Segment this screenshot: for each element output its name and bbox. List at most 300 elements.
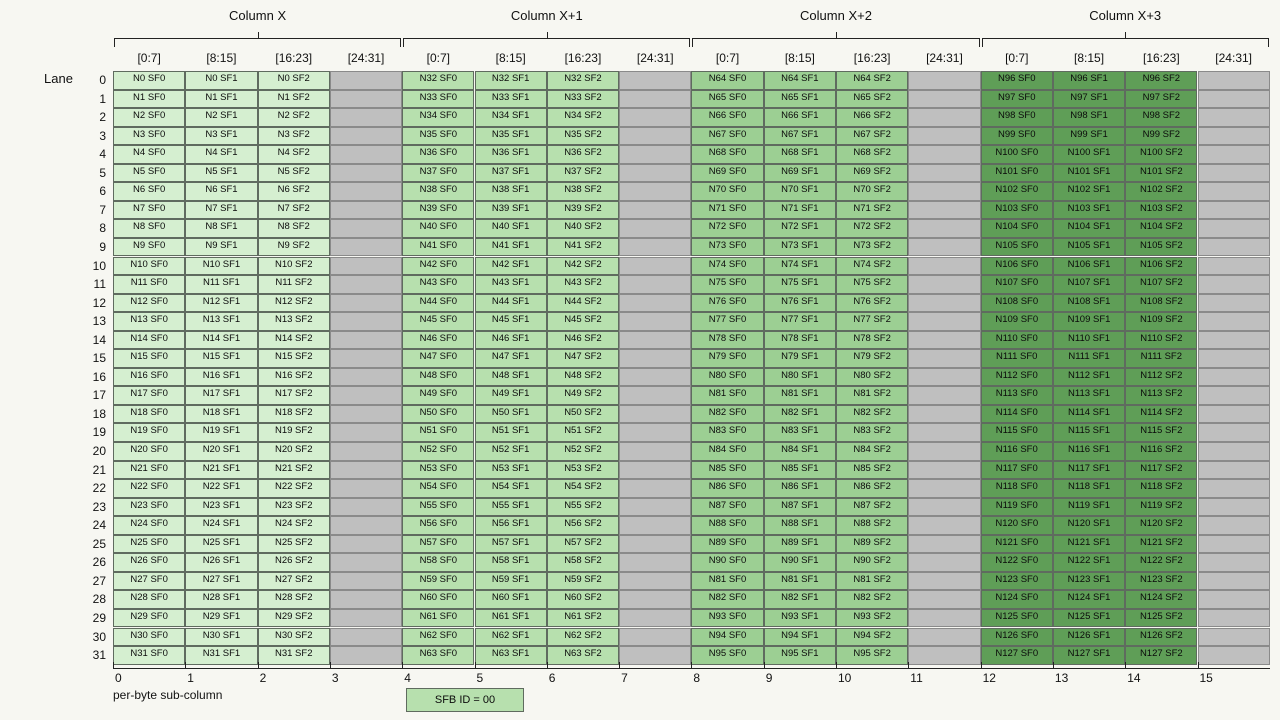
data-cell: N126 SF2 [1125,628,1197,647]
data-cell: N39 SF1 [475,201,547,220]
lane-number: 27 [92,573,106,588]
data-cell: N40 SF2 [547,219,619,238]
data-cell: N22 SF2 [258,479,330,498]
empty-cell [619,553,691,572]
data-cell: N39 SF0 [402,201,474,220]
byte-range-header: [16:23] [275,51,313,65]
data-cell: N79 SF0 [691,349,763,368]
data-cell: N126 SF1 [1053,628,1125,647]
data-cell: N14 SF0 [113,331,185,350]
data-cell: N18 SF0 [113,405,185,424]
data-cell: N94 SF0 [691,628,763,647]
data-cell: N87 SF1 [764,498,836,517]
data-cell: N62 SF1 [475,628,547,647]
data-cell: N13 SF2 [258,312,330,331]
lane-number: 31 [92,648,106,663]
lane-number: 22 [92,481,106,496]
data-cell: N44 SF2 [547,294,619,313]
lane-number: 19 [92,425,106,440]
x-axis-tick-label: 2 [259,670,267,685]
data-cell: N54 SF1 [475,479,547,498]
data-cell: N75 SF0 [691,275,763,294]
empty-cell [908,535,980,554]
data-cell: N99 SF1 [1053,127,1125,146]
data-cell: N93 SF2 [836,609,908,628]
lane-number: 28 [92,592,106,607]
data-cell: N70 SF0 [691,182,763,201]
data-cell: N25 SF1 [185,535,257,554]
data-cell: N103 SF1 [1053,201,1125,220]
data-cell: N75 SF1 [764,275,836,294]
data-cell: N95 SF2 [836,646,908,665]
empty-cell [619,646,691,665]
data-cell: N65 SF0 [691,90,763,109]
data-cell: N122 SF2 [1125,553,1197,572]
data-cell: N17 SF0 [113,386,185,405]
data-cell: N69 SF1 [764,164,836,183]
data-cell: N82 SF1 [764,590,836,609]
data-cell: N101 SF2 [1125,164,1197,183]
data-cell: N107 SF1 [1053,275,1125,294]
x-axis-tick-label: 10 [838,670,852,685]
data-cell: N82 SF1 [764,405,836,424]
data-cell: N9 SF1 [185,238,257,257]
empty-cell [619,201,691,220]
data-cell: N122 SF0 [981,553,1053,572]
data-cell: N125 SF2 [1125,609,1197,628]
empty-cell [619,331,691,350]
empty-cell [330,609,402,628]
data-cell: N27 SF1 [185,572,257,591]
data-cell: N86 SF2 [836,479,908,498]
empty-cell [1198,145,1270,164]
empty-cell [619,479,691,498]
empty-cell [1198,331,1270,350]
data-cell: N47 SF2 [547,349,619,368]
lane-number: 18 [92,406,106,421]
data-cell: N4 SF1 [185,145,257,164]
lane-number: 2 [99,110,106,125]
empty-cell [1198,90,1270,109]
empty-cell [619,609,691,628]
data-cell: N84 SF2 [836,442,908,461]
empty-cell [330,516,402,535]
empty-cell [1198,201,1270,220]
data-cell: N50 SF0 [402,405,474,424]
data-cell: N67 SF2 [836,127,908,146]
data-cell: N78 SF1 [764,331,836,350]
byte-range-header: [8:15] [1074,51,1105,65]
data-cell: N27 SF0 [113,572,185,591]
data-cell: N124 SF2 [1125,590,1197,609]
data-cell: N68 SF0 [691,145,763,164]
data-cell: N122 SF1 [1053,553,1125,572]
data-cell: N17 SF1 [185,386,257,405]
empty-cell [330,349,402,368]
lane-axis-label: Lane [44,71,73,86]
empty-cell [908,386,980,405]
data-cell: N55 SF2 [547,498,619,517]
lane-number: 16 [92,369,106,384]
x-axis-tick-label: 8 [693,670,701,685]
column-group-brace [692,38,979,47]
data-cell: N16 SF1 [185,368,257,387]
x-axis-tick-label: 1 [187,670,194,685]
data-cell: N100 SF1 [1053,145,1125,164]
data-cell: N14 SF2 [258,331,330,350]
data-cell: N63 SF2 [547,646,619,665]
data-cell: N81 SF2 [836,572,908,591]
brace-nub [258,32,259,39]
empty-cell [908,219,980,238]
data-cell: N123 SF0 [981,572,1053,591]
empty-cell [330,442,402,461]
x-axis-tick [402,662,403,668]
empty-cell [908,553,980,572]
empty-cell [908,145,980,164]
data-cell: N107 SF2 [1125,275,1197,294]
data-cell: N84 SF0 [691,442,763,461]
data-cell: N105 SF0 [981,238,1053,257]
x-axis-caption: per-byte sub-column [113,687,223,702]
empty-cell [619,628,691,647]
lane-number: 1 [99,91,106,106]
data-cell: N10 SF0 [113,257,185,276]
data-cell: N39 SF2 [547,201,619,220]
data-cell: N66 SF0 [691,108,763,127]
data-cell: N77 SF2 [836,312,908,331]
data-cell: N0 SF0 [113,71,185,90]
lane-number: 7 [99,202,106,217]
empty-cell [1198,294,1270,313]
data-cell: N56 SF0 [402,516,474,535]
data-cell: N38 SF0 [402,182,474,201]
data-cell: N96 SF1 [1053,71,1125,90]
data-cell: N8 SF0 [113,219,185,238]
data-cell: N42 SF0 [402,257,474,276]
empty-cell [619,164,691,183]
empty-cell [619,312,691,331]
empty-cell [1198,572,1270,591]
data-cell: N42 SF1 [475,257,547,276]
data-cell: N2 SF1 [185,108,257,127]
data-cell: N102 SF2 [1125,182,1197,201]
data-cell: N82 SF2 [836,590,908,609]
data-cell: N12 SF1 [185,294,257,313]
empty-cell [1198,646,1270,665]
empty-cell [908,349,980,368]
data-cell: N82 SF0 [691,590,763,609]
data-cell: N81 SF1 [764,572,836,591]
byte-range-header: [24:31] [347,51,385,65]
data-cell: N106 SF2 [1125,257,1197,276]
x-axis-tick-label: 6 [548,670,556,685]
data-cell: N77 SF1 [764,312,836,331]
empty-cell [908,127,980,146]
data-cell: N60 SF1 [475,590,547,609]
empty-cell [330,201,402,220]
data-cell: N41 SF1 [475,238,547,257]
data-cell: N54 SF0 [402,479,474,498]
byte-range-header: [0:7] [1005,51,1029,65]
empty-cell [908,423,980,442]
data-cell: N66 SF2 [836,108,908,127]
data-cell: N52 SF0 [402,442,474,461]
data-cell: N90 SF1 [764,553,836,572]
column-group-title: Column X [229,8,287,23]
data-cell: N98 SF0 [981,108,1053,127]
data-cell: N21 SF0 [113,461,185,480]
empty-cell [1198,423,1270,442]
lane-number: 17 [92,388,106,403]
data-cell: N114 SF0 [981,405,1053,424]
x-axis-tick [981,662,982,668]
empty-cell [1198,127,1270,146]
data-cell: N103 SF0 [981,201,1053,220]
column-group-brace [403,38,690,47]
data-cell: N116 SF2 [1125,442,1197,461]
data-cell: N62 SF2 [547,628,619,647]
data-cell: N28 SF1 [185,590,257,609]
data-cell: N104 SF0 [981,219,1053,238]
empty-cell [908,238,980,257]
data-cell: N72 SF2 [836,219,908,238]
data-cell: N80 SF0 [691,368,763,387]
data-cell: N60 SF2 [547,590,619,609]
data-cell: N44 SF1 [475,294,547,313]
data-cell: N76 SF0 [691,294,763,313]
data-cell: N113 SF0 [981,386,1053,405]
x-axis-tick [1053,662,1054,668]
data-cell: N102 SF1 [1053,182,1125,201]
empty-cell [908,90,980,109]
data-cell: N26 SF0 [113,553,185,572]
data-cell: N118 SF2 [1125,479,1197,498]
empty-cell [330,145,402,164]
data-cell: N109 SF2 [1125,312,1197,331]
data-cell: N6 SF0 [113,182,185,201]
data-cell: N108 SF1 [1053,294,1125,313]
data-cell: N101 SF0 [981,164,1053,183]
data-cell: N72 SF0 [691,219,763,238]
data-cell: N117 SF2 [1125,461,1197,480]
empty-cell [619,442,691,461]
data-cell: N24 SF0 [113,516,185,535]
data-cell: N88 SF2 [836,516,908,535]
data-cell: N45 SF0 [402,312,474,331]
data-cell: N96 SF0 [981,71,1053,90]
data-cell: N43 SF1 [475,275,547,294]
data-cell: N81 SF0 [691,572,763,591]
empty-cell [619,498,691,517]
data-cell: N43 SF0 [402,275,474,294]
data-cell: N23 SF2 [258,498,330,517]
empty-cell [619,349,691,368]
data-cell: N81 SF0 [691,386,763,405]
data-cell: N62 SF0 [402,628,474,647]
data-cell: N108 SF2 [1125,294,1197,313]
data-cell: N8 SF2 [258,219,330,238]
empty-cell [908,479,980,498]
data-cell: N90 SF2 [836,553,908,572]
data-cell: N70 SF2 [836,182,908,201]
data-cell: N58 SF0 [402,553,474,572]
data-cell: N93 SF0 [691,609,763,628]
x-axis-tick [619,662,620,668]
data-cell: N15 SF1 [185,349,257,368]
data-cell: N6 SF2 [258,182,330,201]
data-cell: N11 SF2 [258,275,330,294]
data-cell: N89 SF2 [836,535,908,554]
x-axis-tick [764,662,765,668]
data-cell: N120 SF0 [981,516,1053,535]
data-cell: N110 SF0 [981,331,1053,350]
data-cell: N28 SF2 [258,590,330,609]
data-cell: N29 SF1 [185,609,257,628]
lane-number: 11 [93,277,106,292]
lane-number: 5 [99,165,106,180]
data-cell: N17 SF2 [258,386,330,405]
data-cell: N94 SF1 [764,628,836,647]
empty-cell [619,423,691,442]
data-cell: N85 SF0 [691,461,763,480]
data-cell: N19 SF1 [185,423,257,442]
data-cell: N64 SF0 [691,71,763,90]
empty-cell [330,294,402,313]
data-cell: N114 SF2 [1125,405,1197,424]
empty-cell [908,331,980,350]
data-cell: N38 SF1 [475,182,547,201]
data-cell: N7 SF1 [185,201,257,220]
data-cell: N96 SF2 [1125,71,1197,90]
data-cell: N89 SF1 [764,535,836,554]
empty-cell [619,405,691,424]
data-cell: N125 SF0 [981,609,1053,628]
brace-nub [836,32,837,39]
data-cell: N83 SF0 [691,423,763,442]
data-cell: N23 SF1 [185,498,257,517]
empty-cell [330,71,402,90]
x-axis-tick [330,662,331,668]
data-cell: N34 SF2 [547,108,619,127]
empty-cell [1198,628,1270,647]
data-cell: N37 SF0 [402,164,474,183]
data-cell: N110 SF2 [1125,331,1197,350]
empty-cell [1198,590,1270,609]
data-cell: N49 SF2 [547,386,619,405]
data-cell: N27 SF2 [258,572,330,591]
empty-cell [1198,312,1270,331]
data-cell: N31 SF0 [113,646,185,665]
data-cell: N81 SF1 [764,386,836,405]
data-cell: N34 SF1 [475,108,547,127]
data-cell: N114 SF1 [1053,405,1125,424]
empty-cell [330,590,402,609]
empty-cell [908,442,980,461]
data-cell: N30 SF2 [258,628,330,647]
column-group-brace [114,38,401,47]
lane-number: 30 [92,629,106,644]
empty-cell [908,461,980,480]
data-cell: N74 SF0 [691,257,763,276]
data-cell: N102 SF0 [981,182,1053,201]
data-cell: N100 SF0 [981,145,1053,164]
data-cell: N110 SF1 [1053,331,1125,350]
data-cell: N20 SF1 [185,442,257,461]
data-cell: N13 SF0 [113,312,185,331]
data-cell: N68 SF2 [836,145,908,164]
data-cell: N104 SF2 [1125,219,1197,238]
empty-cell [619,238,691,257]
data-cell: N124 SF0 [981,590,1053,609]
empty-cell [619,461,691,480]
data-cell: N84 SF1 [764,442,836,461]
data-cell: N25 SF2 [258,535,330,554]
data-cell: N85 SF1 [764,461,836,480]
data-cell: N111 SF2 [1125,349,1197,368]
lane-number: 8 [99,221,106,236]
empty-cell [1198,535,1270,554]
data-cell: N21 SF2 [258,461,330,480]
data-cell: N29 SF0 [113,609,185,628]
data-cell: N111 SF1 [1053,349,1125,368]
empty-cell [619,516,691,535]
empty-cell [619,108,691,127]
data-cell: N33 SF0 [402,90,474,109]
data-cell: N48 SF2 [547,368,619,387]
data-cell: N79 SF2 [836,349,908,368]
data-cell: N1 SF1 [185,90,257,109]
empty-cell [1198,516,1270,535]
empty-cell [619,535,691,554]
data-cell: N109 SF1 [1053,312,1125,331]
data-cell: N31 SF2 [258,646,330,665]
empty-cell [1198,238,1270,257]
data-cell: N37 SF1 [475,164,547,183]
data-cell: N127 SF2 [1125,646,1197,665]
data-cell: N54 SF2 [547,479,619,498]
data-cell: N86 SF0 [691,479,763,498]
data-cell: N115 SF2 [1125,423,1197,442]
empty-cell [1198,386,1270,405]
x-axis-tick [691,662,692,668]
data-cell: N99 SF2 [1125,127,1197,146]
empty-cell [330,572,402,591]
empty-cell [330,331,402,350]
data-cell: N105 SF2 [1125,238,1197,257]
data-cell: N83 SF1 [764,423,836,442]
data-cell: N57 SF0 [402,535,474,554]
empty-cell [908,164,980,183]
data-cell: N73 SF0 [691,238,763,257]
brace-nub [1125,32,1126,39]
data-cell: N1 SF2 [258,90,330,109]
empty-cell [619,368,691,387]
data-cell: N77 SF0 [691,312,763,331]
data-cell: N19 SF2 [258,423,330,442]
byte-range-header: [16:23] [1142,51,1180,65]
empty-cell [908,628,980,647]
data-cell: N47 SF0 [402,349,474,368]
x-axis-tick-label: 0 [115,670,122,685]
byte-range-header: [16:23] [853,51,891,65]
data-cell: N69 SF0 [691,164,763,183]
data-cell: N58 SF1 [475,553,547,572]
empty-cell [908,257,980,276]
data-cell: N101 SF1 [1053,164,1125,183]
empty-cell [619,71,691,90]
data-cell: N45 SF1 [475,312,547,331]
